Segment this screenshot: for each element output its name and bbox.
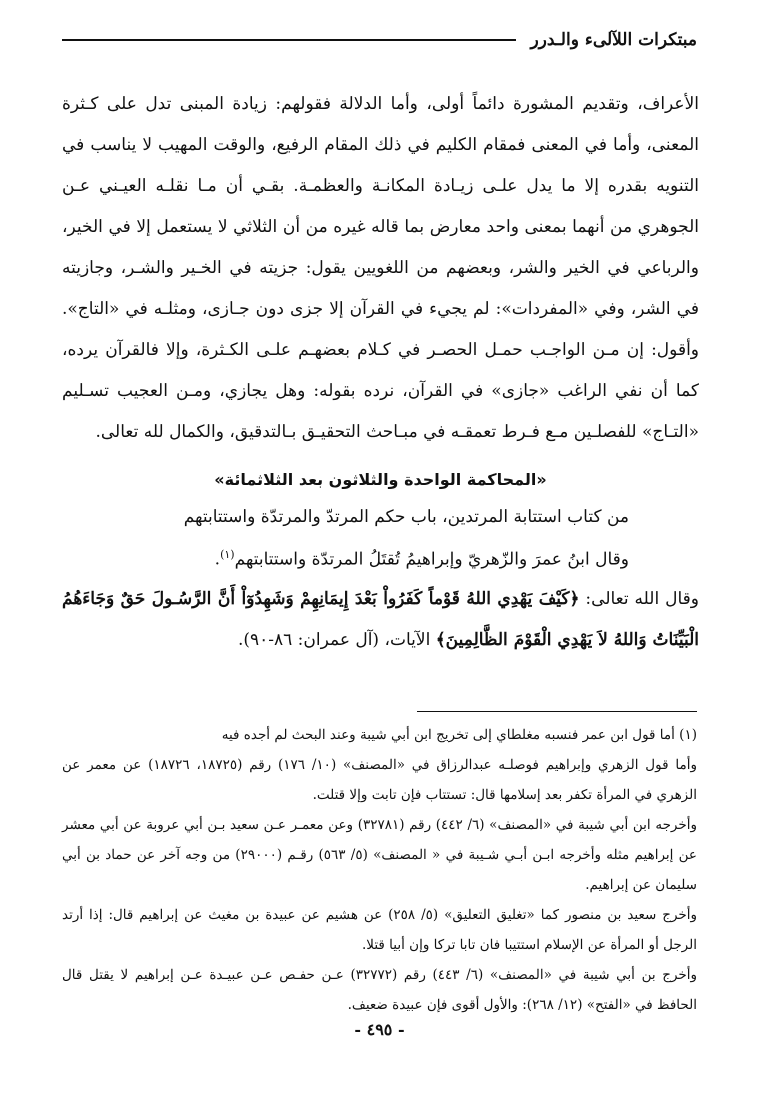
verse-paragraph (62, 579, 699, 661)
book-chapter-line: من كتاب استتابة المرتدين، باب حكم المرتدّ والمرتدّة واستتابتهم (183, 507, 629, 527)
header-rule (62, 39, 516, 41)
footnotes (62, 711, 697, 1020)
footnote-ref: (١) (220, 548, 235, 561)
running-header (62, 30, 697, 50)
footnote-1-cont-a: وأما قول الزهري وإبراهيم فوصلـه عبدالرزاق في «المصنف» (١٠/ ١٧٦) رقم (١٨٧٢٥، ١٨٧٢٦) عن معمر عن الزهري في المرأة تكفر بعد إسلامها قال: تستتاب فإن تابت وإلا قتلت. (62, 757, 697, 803)
quran-verse: ﴿كَيْفَ يَهْدِي اللهُ قَوْماً كَفَرُواْ بَعْدَ إِيمَانِهِمْ وَشَهِدُوٓاْ أَنَّ الرَّسُـولَ حَقٌ وَجَاءَهُمُ الْبَيِّنَاتُ وَاللهُ لاَ يَهْدِي الْقَوْمَ الظَّالِمِينَ﴾ (62, 588, 699, 650)
footnote-1-cont-d: وأخرج بن أبي شيبة في «المصنف» (٦/ ٤٤٣) رقم (٣٢٧٧٢) عـن حفـص عـن عبيـدة عـن إبراهيم لا يقتل قال الحافظ في «الفتح» (١٢/ ٢٦٨): والأول أقوى فإن عبيدة ضعيف. (62, 967, 698, 1013)
quote-end: . (214, 549, 221, 570)
footnote-1-cont-b: وأخرجه ابن أبي شيبة في «المصنف» (٦/ ٤٤٢) رقم (٣٢٧٨١) وعن معمـر عـن سعيد بـن أبي عروبة عن أبي معشر عن إبراهيم مثله وأخرجه ابـن أبـي شـيبة في « المصنف» (٥/ ٥٦٣) رقـم (٢٩٠٠٠) من وجه آخر عن حماد بن أبي سليمان عن إبراهيم. (62, 817, 697, 893)
footnote-rule (417, 711, 697, 712)
footnote-1-cont-c: وأخرج سعيد بن منصور كما «تغليق التعليق» (٥/ ٢٥٨) عن هشيم عن عبيدة بن مغيث عن إبراهيم قال: إذا أرتد الرجل أو المرأة عن الإسلام استتيبا فان تابا تركا وإن أبيا قتلا. (62, 907, 698, 953)
quote-text: وقال ابنُ عمرَ والزّهريّ وإبراهيمُ تُقتَلُ المرتدّة واستتابتهم (234, 549, 629, 570)
quote-line (62, 536, 699, 579)
page-number: - ٤٩٥ - (354, 1020, 405, 1039)
body-paragraph: الأعراف، وتقديم المشورة دائماً أولى، وأما الدلالة فقولهم: زيادة المبنى تدل على كـثرة المعنى، وأما في المعنى فمقام الكليم في ذلك المقام الرفيع، والوقت المهيب لا يناسب في التنويه بقدره إلا ما يدل علـى زيـادة المكانـة والعظمـة. بقـي أن مـا نقلـه العيـني عـن الجوهري من أنهما بمعنى واحد معارض بما قاله غيره من أن الثلاثي لا يستعمل إلا في الخير، والرباعي في الخير والشر، وبعضهم من اللغويين يقول: جزيته في الخـير والشـر، وجازيته في الشر، وفي «المفردات»: لم يجيء في القرآن إلا جزى دون جـازى، ومثلـه في «التاج». وأقول: إن مـن الواجـب حمـل الحصـر في كـلام بعضهـم علـى الكـثرة، وإلا فالقرآن يرده، كما أن نفي الراغب «جازى» في القرآن، نرده بقوله: وهل يجازي، ومـن العجيب تسـليم «التـاج» للفصلـين مـع فـرط تعمقـه في مبـاحث التحقيـق بـالتدقيق، والكمال لله تعالى. (62, 94, 699, 442)
main-content (62, 84, 699, 661)
book-title: مبتكرات اللآلىء والـدرر (530, 30, 697, 50)
footnote-1: (١) أما قول ابن عمر فنسبه مغلطاي إلى تخريج ابن أبي شيبة وعند البحث لم أجده فيه (221, 727, 697, 743)
verse-citation: الآيات، (آل عمران: ٨٦-٩٠). (237, 629, 436, 650)
section-heading: «المحاكمة الواحدة والثلاثون بعد الثلاثمائة» (214, 470, 547, 489)
verse-intro: وقال الله تعالى: (579, 588, 700, 609)
